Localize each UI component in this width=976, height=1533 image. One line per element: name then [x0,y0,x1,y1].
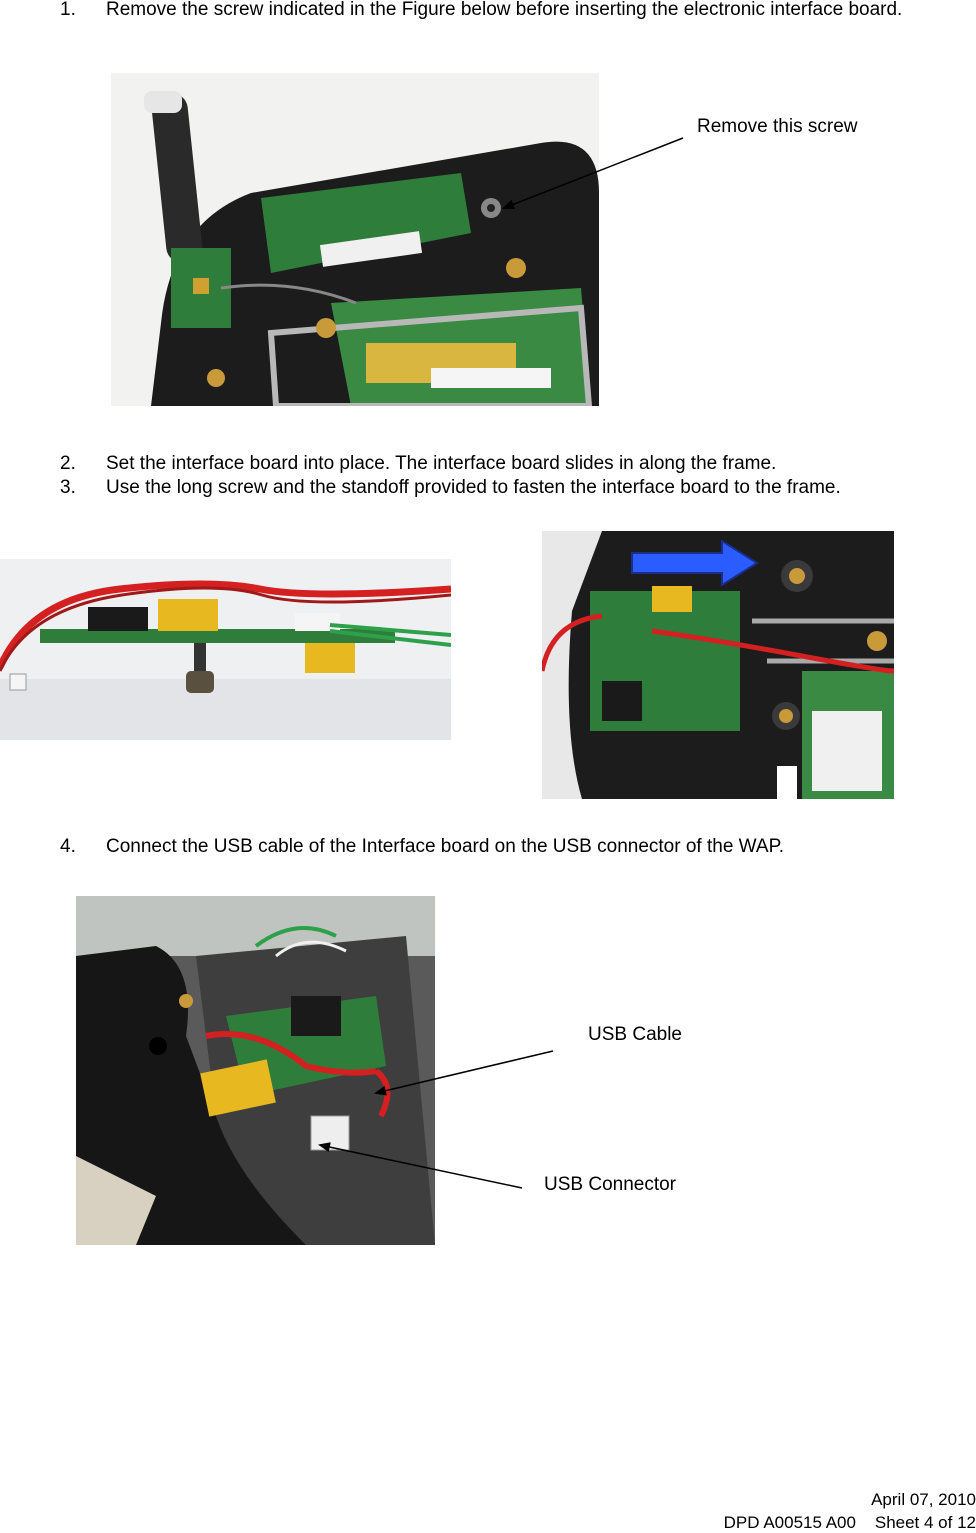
step-number: 1. [60,0,76,20]
step-number: 4. [60,836,76,857]
step-text: Set the interface board into place. The interface board slides in along the frame. [106,453,777,474]
callout-remove-screw: Remove this screw [697,116,858,137]
step-text: Use the long screw and the standoff provided to fasten the interface board to the frame. [106,477,841,498]
footer-document-reference: DPD A00515 A00 Sheet 4 of 12 [723,1513,976,1532]
photo-interface-board-side [0,559,451,740]
callout-usb-cable: USB Cable [588,1024,682,1045]
step-number: 2. [60,453,76,474]
step-1 [60,0,976,21]
step-3 [60,476,960,499]
photo-remove-screw [111,73,599,406]
photo-usb-connection [76,896,435,1245]
photo-interface-board-installed [542,531,894,799]
callout-usb-connector: USB Connector [544,1174,677,1195]
step-number: 3. [60,477,76,498]
footer-date: April 07, 2010 [871,1490,976,1509]
step-4 [60,835,960,858]
step-text: Connect the USB cable of the Interface board on the USB connector of the WAP. [106,836,785,857]
step-text: Remove the screw indicated in the Figure below before inserting the electronic interface board. [106,0,903,20]
step-2 [60,452,960,475]
